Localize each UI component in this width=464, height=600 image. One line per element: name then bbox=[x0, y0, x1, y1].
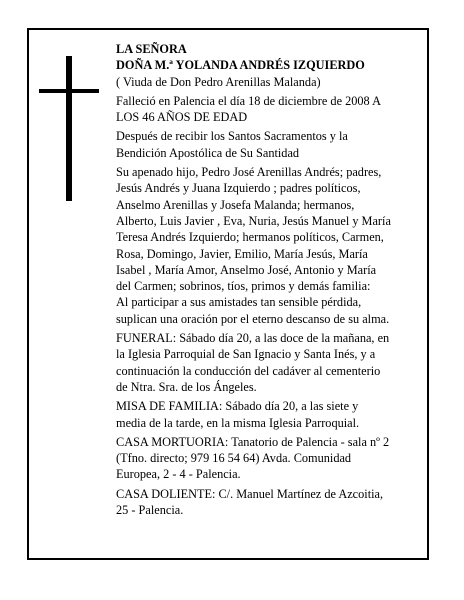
paragraph-line: MISA DE FAMILIA: Sábado día 20, a las siete y bbox=[116, 399, 359, 414]
paragraph-line: CASA DOLIENTE: C/. Manuel Martínez de Azcoitia, bbox=[116, 486, 384, 501]
paragraph-family bbox=[116, 164, 424, 327]
paragraph-line: FUNERAL: Sábado día 20, a las doce de la mañana, en bbox=[116, 331, 390, 346]
paragraph-line: Alberto, Luis Javier , Eva, Nuria, Jesús Manuel y María bbox=[116, 213, 391, 228]
cross-vertical-bar bbox=[66, 56, 72, 201]
paragraph-line: Bendición Apostólica de Su Santidad bbox=[116, 145, 300, 160]
paragraph-mourning-house bbox=[116, 486, 424, 519]
paragraph-sacraments bbox=[116, 128, 424, 161]
paragraph-line: Europea, 2 - 4 - Palencia. bbox=[116, 467, 241, 482]
paragraph-line: continuación la conducción del cadáver al cementerio bbox=[116, 363, 381, 378]
paragraph-line: Teresa Andrés Izquierdo; hermanos políticos, Carmen, bbox=[116, 230, 384, 245]
paragraph-line: de Ntra. Sra. de los Ángeles. bbox=[116, 379, 257, 394]
heading-title: LA SEÑORA bbox=[116, 42, 187, 56]
cross-icon bbox=[39, 56, 99, 201]
obituary-notice bbox=[27, 28, 429, 560]
paragraph-line: Isabel , María Amor, Anselmo José, Antonio y María bbox=[116, 262, 377, 277]
paragraph-line: media de la tarde, en la misma Iglesia Parroquial. bbox=[116, 415, 360, 430]
paragraph-line: (Tfno. directo; 979 16 54 64) Avda. Comunidad bbox=[116, 451, 352, 466]
paragraph-line: suplican una oración por el eterno descanso de su alma. bbox=[116, 311, 390, 326]
widow-note: ( Viuda de Don Pedro Arenillas Malanda) bbox=[116, 74, 321, 89]
paragraph-death bbox=[116, 93, 424, 126]
cross-horizontal-bar bbox=[39, 89, 99, 93]
paragraph-mass bbox=[116, 398, 424, 431]
paragraph-line: Su apenado hijo, Pedro José Arenillas Andrés; padres, bbox=[116, 165, 382, 180]
notice-paragraphs bbox=[116, 93, 424, 518]
paragraph-line: LOS 46 AÑOS DE EDAD bbox=[116, 110, 248, 125]
paragraph-line: Jesús Andrés y Juana Izquierdo ; padres políticos, bbox=[116, 181, 361, 196]
deceased-name: DOÑA M.ª YOLANDA ANDRÉS IZQUIERDO bbox=[116, 58, 365, 73]
paragraph-line: Al participar a sus amistades tan sensible pérdida, bbox=[116, 295, 362, 310]
paragraph-line: del Carmen; sobrinos, tíos, primos y demás familia: bbox=[116, 279, 371, 294]
paragraph-line: Rosa, Domingo, Javier, Emilio, María Jesús, María bbox=[116, 246, 368, 261]
paragraph-line: Falleció en Palencia el día 18 de diciembre de 2008 A bbox=[116, 93, 381, 108]
notice-text bbox=[116, 41, 424, 518]
paragraph-line: la Iglesia Parroquial de San Ignacio y Santa Inés, y a bbox=[116, 347, 376, 362]
paragraph-funeral bbox=[116, 330, 424, 395]
paragraph-line: CASA MORTUORIA: Tanatorio de Palencia - sala nº 2 bbox=[116, 434, 390, 449]
paragraph-line: 25 - Palencia. bbox=[116, 503, 184, 518]
paragraph-funeral-home bbox=[116, 434, 424, 483]
paragraph-line: Anselmo Arenillas y Josefa Malanda; hermanos, bbox=[116, 197, 355, 212]
paragraph-line: Después de recibir los Santos Sacramentos y la bbox=[116, 129, 348, 144]
